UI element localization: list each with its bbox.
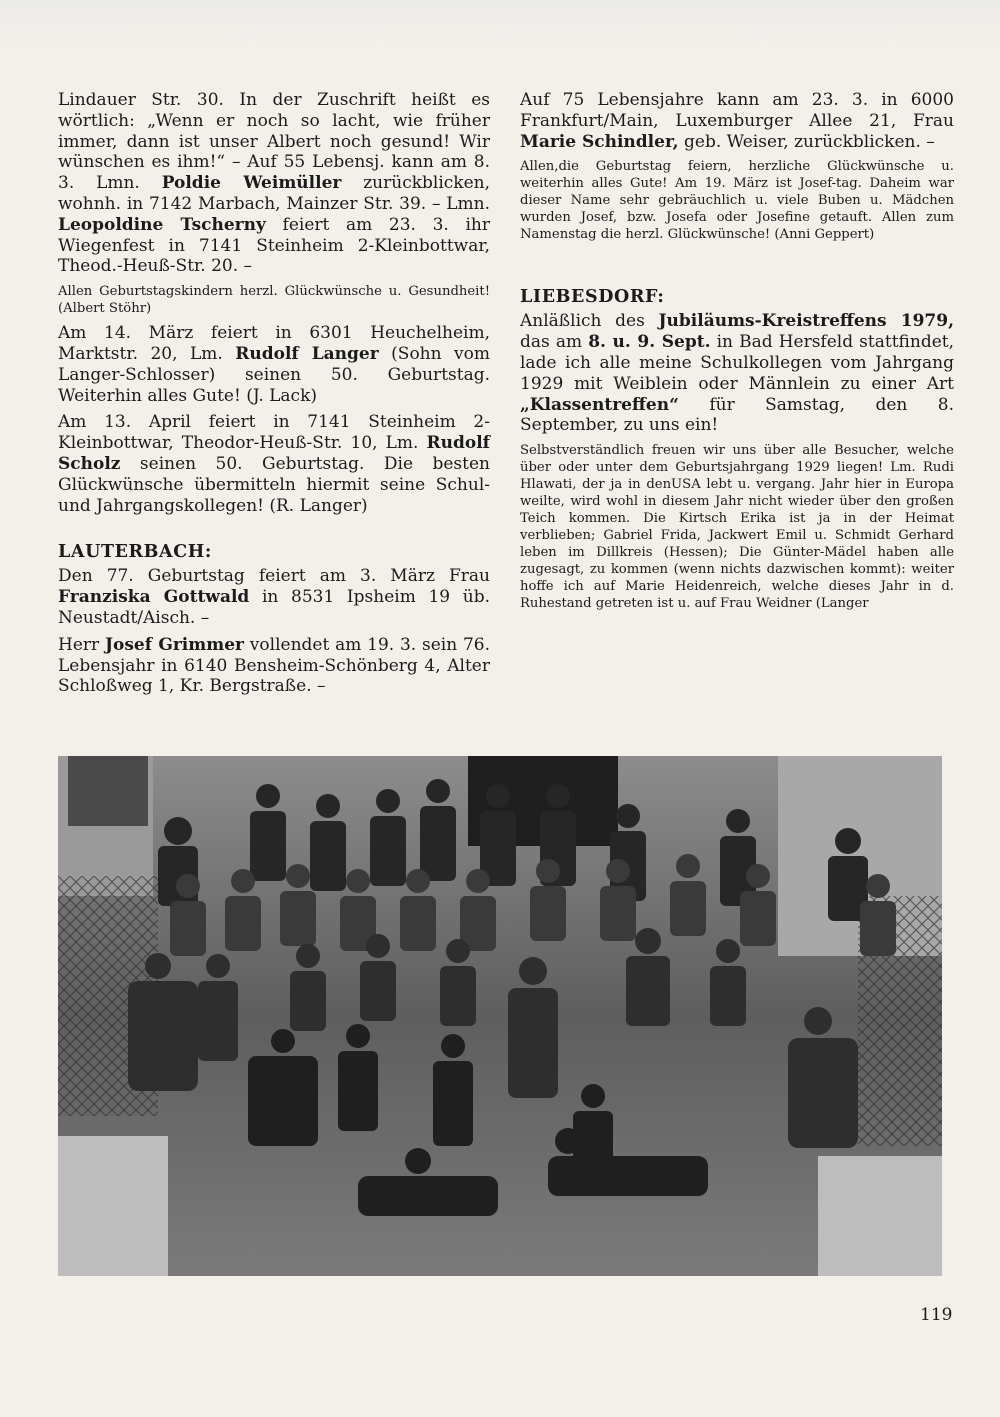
text-segment: Den 77. Geburtstag feiert am 3. März Frau [58,566,490,587]
text-segment: Am 14. März feiert in 6301 Heuchelheim, Marktstr. 20, Lm. [58,323,490,364]
bold-name: Josef Grimmer [104,634,245,655]
paragraph [520,311,954,436]
paragraph [520,158,954,243]
text-segment: feiert am 23. 3. ihr Wiegenfest in 7141 Steinheim 2-Kleinbottwar, Theod.-Heuß-Str. 20. – [58,214,490,277]
left-paragraphs [58,90,490,516]
text-segment: in Bad Hersfeld stattfindet, lade ich alle meine Schulkollegen vom Jahrgang 1929 mit Weiblein oder Männlein zu einer Art [520,332,955,394]
paragraph [58,412,490,516]
text-segment: Auf 75 Lebensjahre kann am 23. 3. in 6000 Frankfurt/Main, Luxemburger Allee 21, Frau [520,90,954,131]
text-segment: seinen 50. Geburtstag. Die besten Glückwünsche übermitteln hiermit seine Schul- und Jahrgangskollegen! (R. Langer) [58,453,490,516]
section-heading-liebesdorf: LIEBESDORF: [520,287,665,308]
scan-edge [0,0,1000,50]
right-paragraphs [520,90,954,243]
text-segment: zurückblicken, wohnh. in 7142 Marbach, Mainzer Str. 39. – Lmn. [58,173,491,214]
text-segment: Selbstverständlich freuen wir uns über alle Besucher, welche über oder unter dem Geburtsjahrgang 1929 liegen! Lm. Rudi Hlawati, der ja in denUSA lebt u. vergang. Jahr hier in Europa weilte, wird wohl in diesem Jahr nicht wieder über den großen Teich kommen. Die Kirtsch Erika ist ja in der Heimat verblieben; Gabriel Frida, Jackwert Emil u. Schmidt Gerhard leben im Dillkreis (Hessen); Die Günter-Mädel haben alle zugesagt, zu kommen (wenn nichts dazwischen kommt): weiter hoffe ich auf Marie Heidenreich, welche dieses Jahr in d. Ruhestand getreten ist u. auf Frau Weidner (Langer [520,443,954,612]
bold-name: 8. u. 9. Sept. [588,332,711,353]
paragraph [58,323,490,406]
bold-name: Franziska Gottwald [58,587,250,608]
text-segment: Allen Geburtstagskindern herzl. Glückwünsche u. Gesundheit! (Albert Stöhr) [58,284,490,317]
page-number: 119 [920,1305,953,1325]
paragraph [520,442,954,612]
paragraph [58,566,490,628]
text-segment: Am 13. April feiert in 7141 Steinheim 2-Kleinbottwar, Theodor-Heuß-Str. 10, Lm. [58,412,490,454]
bold-name: Rudolf Scholz [58,433,490,474]
liebesdorf-paragraphs [520,311,954,612]
text-segment: in 8531 Ipsheim 19 üb. Neustadt/Aisch. – [58,587,490,628]
lauterbach-paragraphs [58,566,490,697]
class-photo-icon [58,756,942,1276]
text-segment: vollendet am 19. 3. sein 76. Lebensjahr in 6140 Bensheim-Schönberg 4, Alter Schloßweg 1, Kr. Bergstraße. – [58,634,490,697]
bold-name: Leopoldine Tscherny [58,214,266,235]
text-segment: Herr [58,634,105,655]
text-segment: für Samstag, den 8. September, zu uns ein! [520,394,954,436]
bold-name: Jubiläums-Kreistreffens 1979, [658,311,954,332]
bold-name: „Klassentreffen“ [520,394,679,415]
paragraph [58,90,490,277]
bold-name: Poldie Weimüller [161,173,342,194]
text-segment: das am [520,332,589,353]
text-segment: geb. Weiser, zurückblicken. – [678,131,935,152]
section-heading-lauterbach: LAUTERBACH: [58,542,212,563]
text-segment: (Sohn vom Langer-Schlosser) seinen 50. Geburtstag. Weiterhin alles Gute! (J. Lack) [58,343,490,406]
paragraph [58,283,490,317]
text-segment: Allen,die Geburtstag feiern, herzliche Glückwünsche u. weiterhin alles Gute! Am 19. März ist Josef-tag. Daheim war dieser Name sehr gebräuchlich u. viele Buben u. Mädchen wurden Josef, bzw. Josefa oder Josefine getauft. Allen zum Namenstag die herzl. Glückwünsche! (Anni Geppert) [520,159,954,243]
right-column [520,90,954,618]
text-segment: Anläßlich des [520,311,659,332]
class-photo [58,756,942,1276]
paragraph [58,635,490,697]
bold-name: Marie Schindler, [520,131,679,152]
left-column [58,90,490,703]
paragraph [520,90,954,152]
bold-name: Rudolf Langer [235,343,379,364]
text-segment: Lindauer Str. 30. In der Zuschrift heißt es wörtlich: „Wenn er noch so lacht, wie früher immer, dann ist unser Albert noch gesund! Wir wünschen es ihm!“ – Auf 55 Lebensj. kann am 8. 3. Lmn. [58,90,490,194]
